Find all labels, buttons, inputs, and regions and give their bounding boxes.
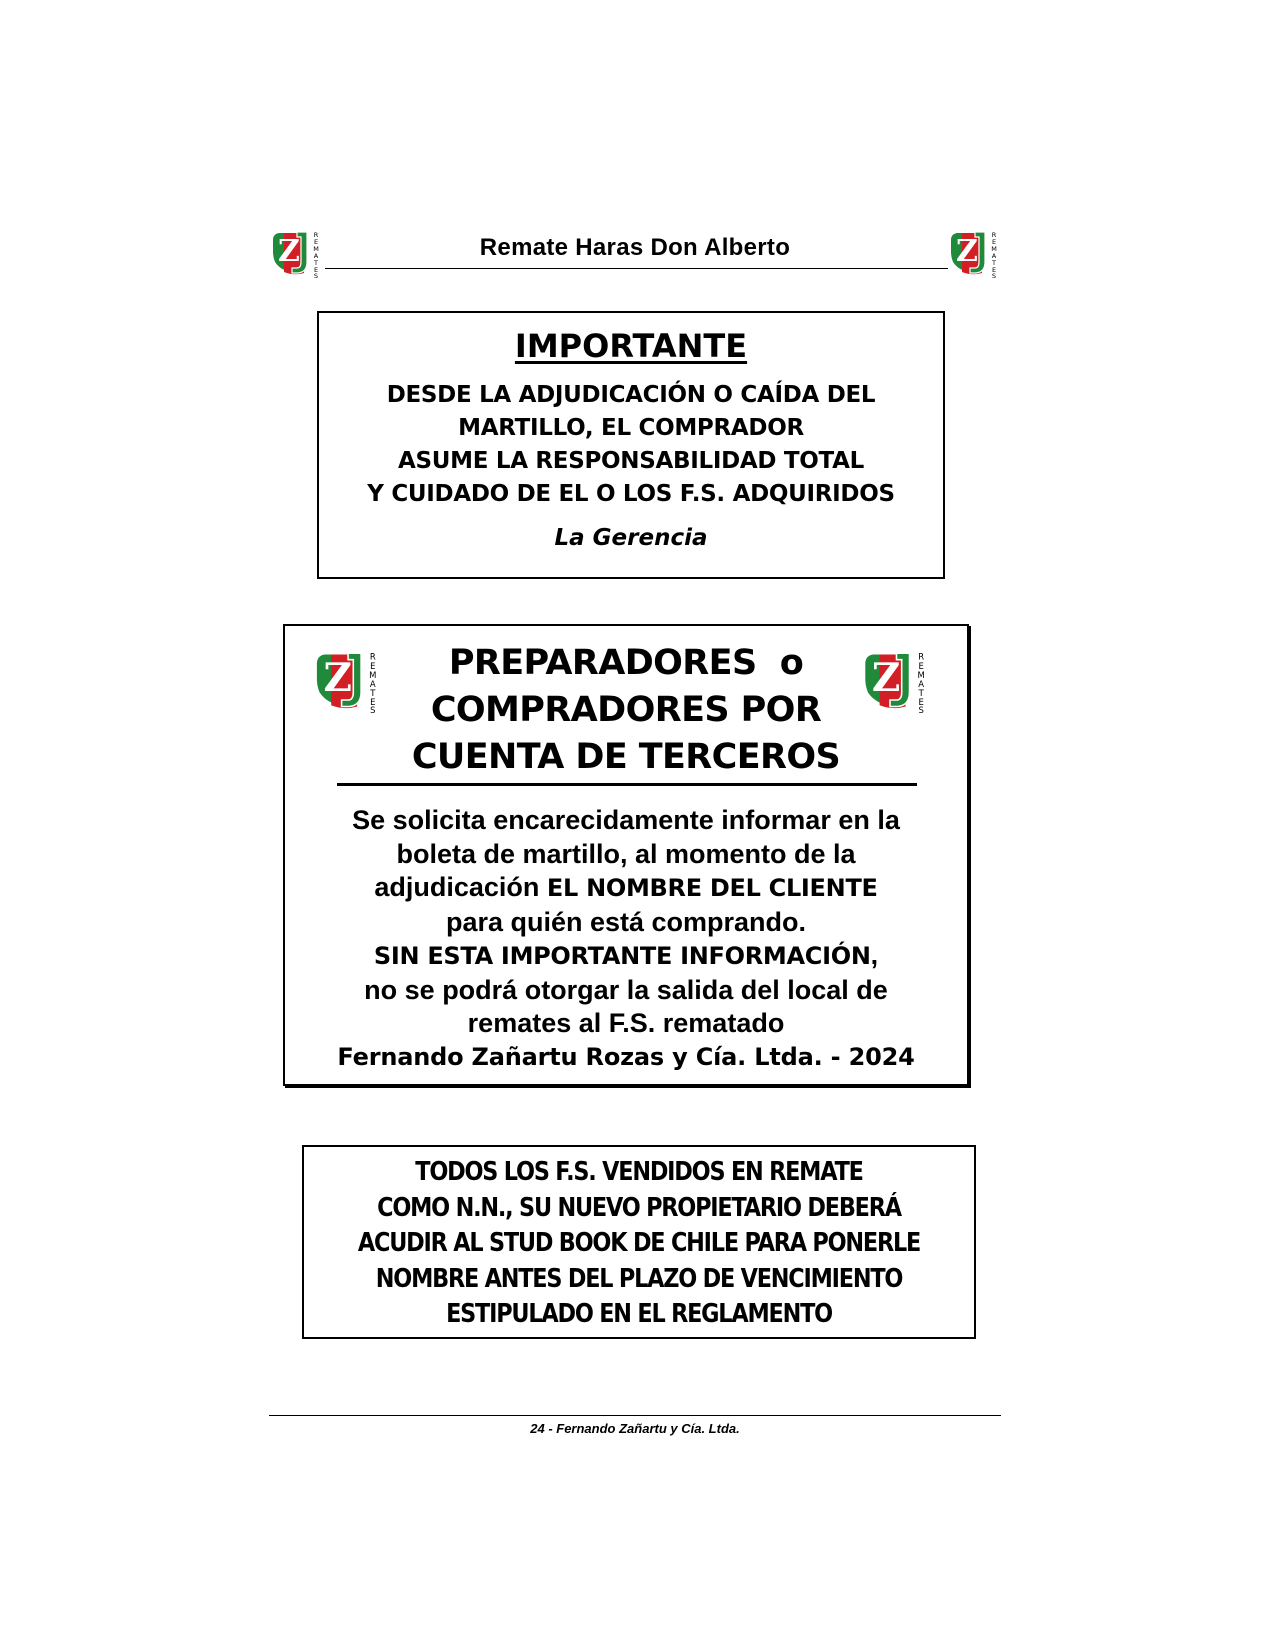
- preparadores-headline: [285, 640, 967, 781]
- warning-emphasis: SIN ESTA IMPORTANTE INFORMACIÓN: [373, 942, 871, 970]
- page-footer: 24 - Fernando Zañartu y Cía. Ltda.: [530, 1421, 740, 1436]
- headline-line: CUENTA DE TERCEROS: [411, 737, 841, 777]
- nn-line: TODOS LOS F.S. VENDIDOS EN REMATE: [415, 1157, 863, 1187]
- firm-signature: Fernando Zañartu Rozas y Cía. Ltda. - 2024: [337, 1042, 915, 1071]
- preparadores-notice: [283, 624, 969, 1086]
- nn-notice: [302, 1145, 976, 1339]
- client-name-emphasis: EL NOMBRE DEL CLIENTE: [546, 874, 878, 902]
- header-title: Remate Haras Don Alberto: [479, 234, 791, 261]
- importante-line: DESDE LA ADJUDICACIÓN O CAÍDA DEL: [386, 382, 876, 408]
- page-header: [270, 228, 1000, 274]
- body-line: no se podrá otorgar la salida del local de: [364, 974, 888, 1005]
- importante-line: ASUME LA RESPONSABILIDAD TOTAL: [397, 448, 864, 474]
- footer-divider: [269, 1415, 1001, 1416]
- headline-line: PREPARADORES o: [448, 643, 804, 683]
- headline-divider: [337, 783, 917, 786]
- body-line: Se solicita encarecidamente informar en la: [352, 805, 900, 835]
- body-line: [285, 871, 967, 906]
- zj-remates-logo-right-icon: [948, 228, 1000, 278]
- importante-line: MARTILLO, EL COMPRADOR: [458, 415, 804, 441]
- nn-line: COMO N.N., SU NUEVO PROPIETARIO DEBERÁ: [377, 1192, 901, 1223]
- importante-line: Y CUIDADO DE EL O LOS F.S. ADQUIRIDOS: [367, 481, 895, 507]
- preparadores-body: [285, 804, 967, 1074]
- nn-line: NOMBRE ANTES DEL PLAZO DE VENCIMIENTO: [375, 1263, 903, 1294]
- nn-line: ESTIPULADO EN EL REGLAMENTO: [446, 1299, 832, 1329]
- importante-title: IMPORTANTE: [514, 327, 748, 365]
- body-line: [285, 939, 967, 974]
- headline-line: COMPRADORES POR: [430, 690, 822, 730]
- importante-signature: La Gerencia: [554, 525, 708, 551]
- body-line: para quién está comprando.: [445, 906, 807, 937]
- header-divider: [325, 268, 948, 269]
- nn-line: ACUDIR AL STUD BOOK DE CHILE PARA PONERLE: [357, 1228, 921, 1258]
- nn-body: [351, 1155, 927, 1333]
- importante-body: [319, 379, 943, 511]
- body-line: boleta de martillo, al momento de la: [396, 838, 856, 869]
- importante-notice: [317, 311, 945, 579]
- body-text: ,: [870, 940, 879, 970]
- body-text: adjudicación: [374, 872, 547, 902]
- body-line: remates al F.S. rematado: [467, 1008, 785, 1038]
